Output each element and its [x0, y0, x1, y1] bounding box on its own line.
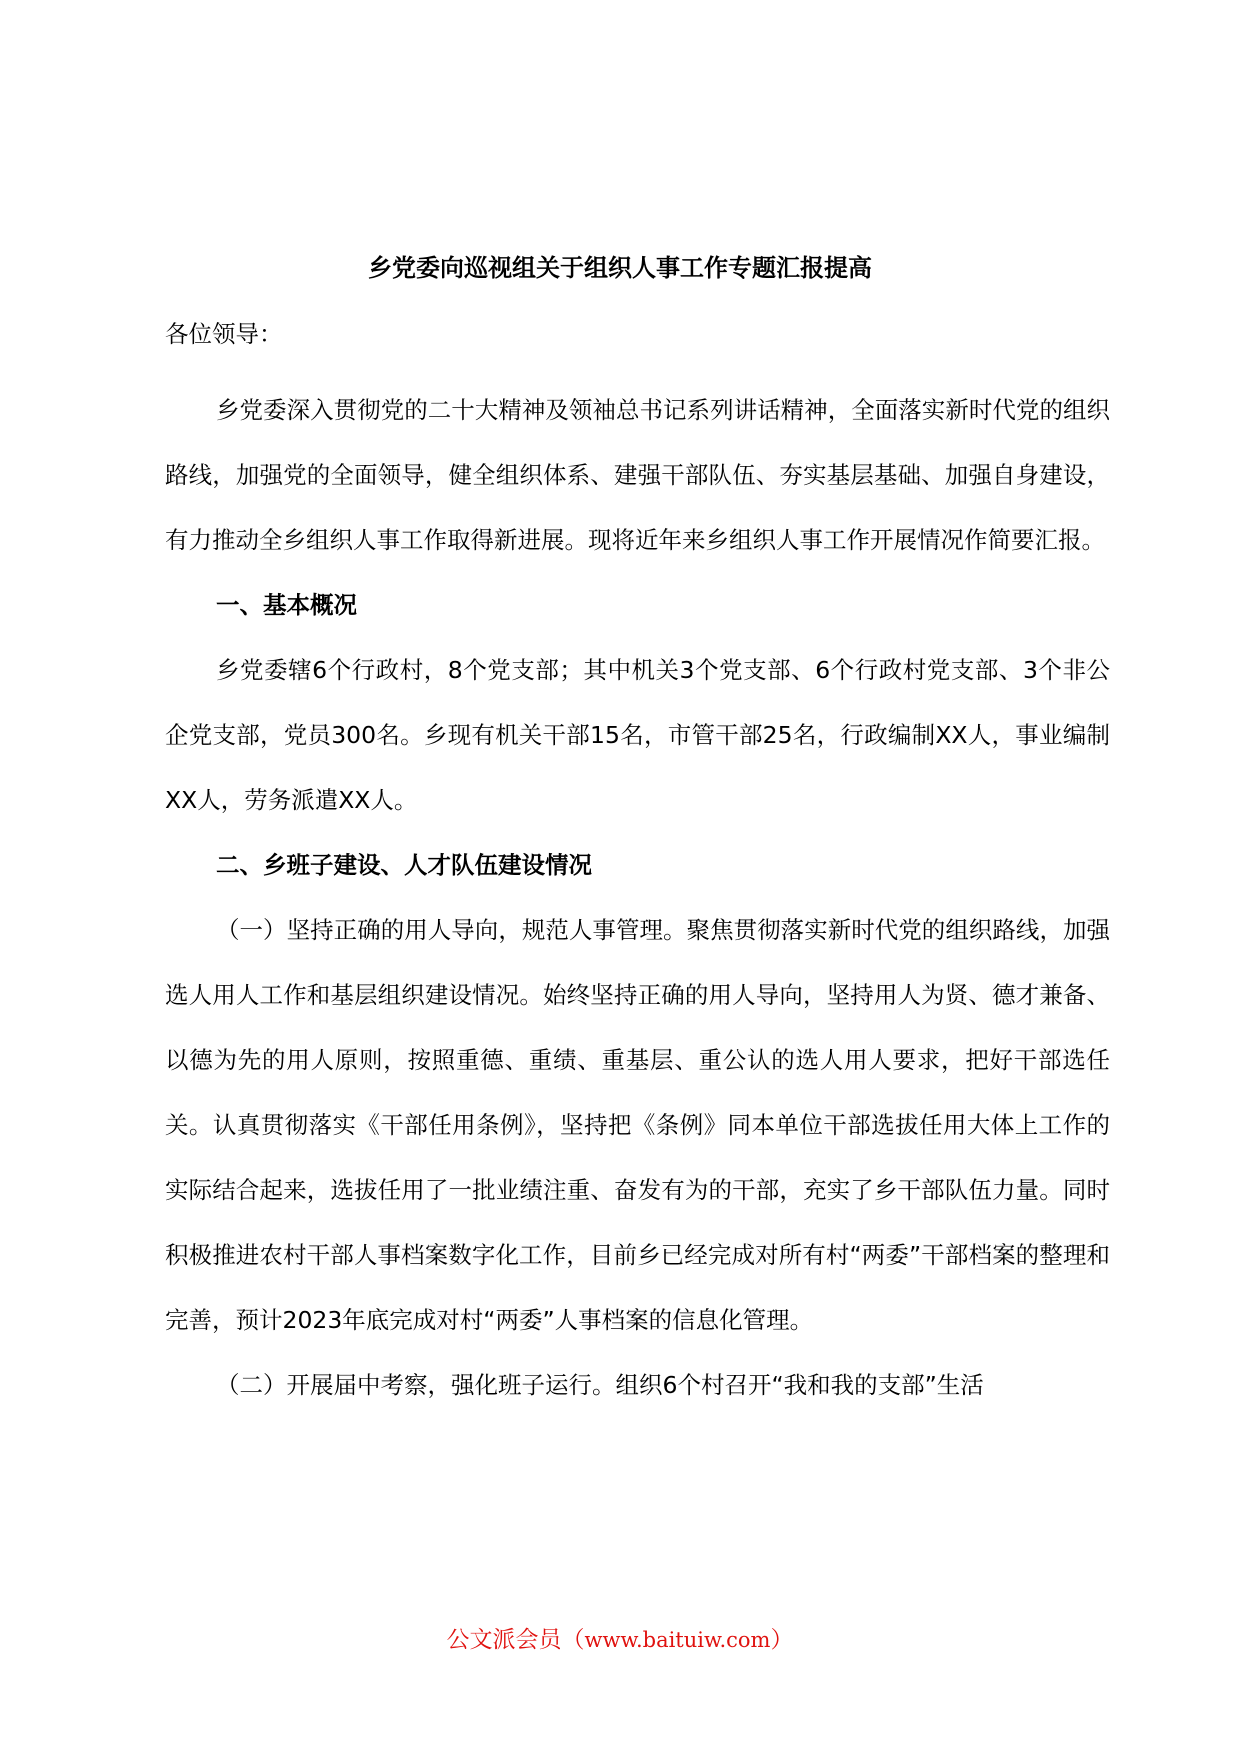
footer-close: ） — [770, 1627, 794, 1653]
footer-url[interactable]: www.baituiw.com — [584, 1628, 771, 1652]
paragraph-intro: 乡党委深入贯彻党的二十大精神及领袖总书记系列讲话精神，全面落实新时代党的组织路线，加强党的全面领导，健全组织体系、建强干部队伍、夯实基层基础、加强自身建设，有力推动全乡组织人事工作取得新进展。现将近年来乡组织人事工作开展情况作简要汇报。 — [165, 396, 1110, 554]
document-title: 乡党委向巡视组关于组织人事工作专题汇报提高 — [368, 254, 872, 282]
section-heading-team-building: 二、乡班子建设、人才队伍建设情况 — [216, 851, 592, 879]
footer-label: 公文派会员（ — [446, 1627, 585, 1653]
section-heading-overview: 一、基本概况 — [216, 591, 357, 619]
document-body — [165, 378, 1110, 1418]
paragraph-overview: 乡党委辖6个行政村，8个党支部；其中机关3个党支部、6个行政村党支部、3个非公企党支部，党员300名。乡现有机关干部15名，市管干部25名，行政编制XX人，事业编制XX人，劳务派遣XX人。 — [165, 656, 1110, 814]
paragraph-mid-term-review: （二）开展届中考察，强化班子运行。组织6个村召开“我和我的支部”生活 — [216, 1371, 984, 1399]
footer-watermark — [0, 1622, 1240, 1658]
paragraph-personnel: （一）坚持正确的用人导向，规范人事管理。聚焦贯彻落实新时代党的组织路线，加强选人用人工作和基层组织建设情况。始终坚持正确的用人导向，坚持用人为贤、德才兼备、以德为先的用人原则，按照重德、重绩、重基层、重公认的选人用人要求，把好干部选任关。认真贯彻落实《干部任用条例》，坚持把《条例》同本单位干部选拔任用大体上工作的实际结合起来，选拔任用了一批业绩注重、奋发有为的干部，充实了乡干部队伍力量。同时积极推进农村干部人事档案数字化工作，目前乡已经完成对所有村“两委”干部档案的整理和完善，预计2023年底完成对村“两委”人事档案的信息化管理。 — [165, 916, 1110, 1334]
salutation: 各位领导： — [165, 320, 283, 348]
